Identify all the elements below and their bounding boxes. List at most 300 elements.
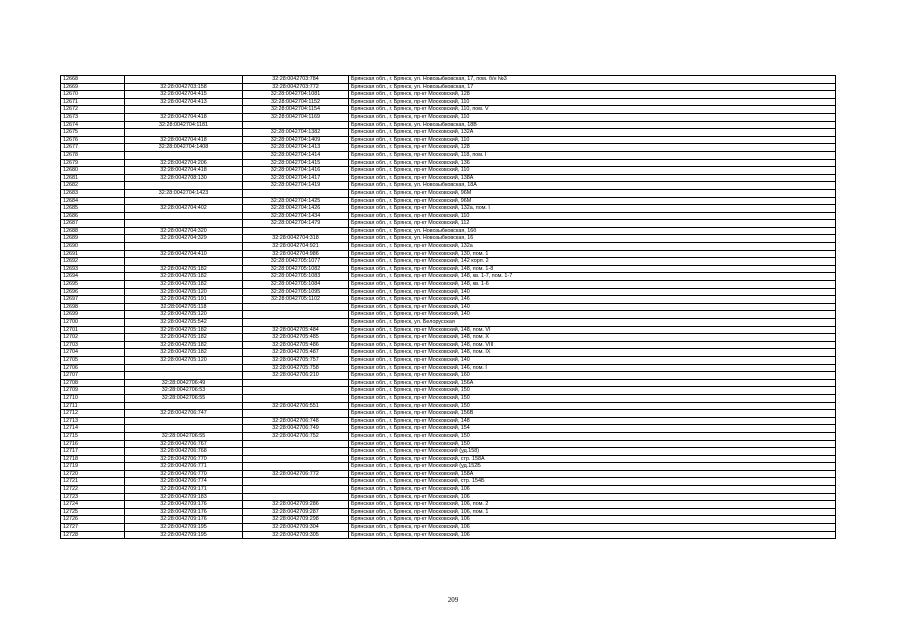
row-number-cell: 12708 xyxy=(61,379,125,387)
land-plot-cadastral-number-cell: 32:28:0042704:413 xyxy=(125,98,243,106)
address-cell: Брянская обл., г. Брянск, пр-кт Московский, 112 xyxy=(349,220,836,228)
row-number-cell: 12694 xyxy=(61,273,125,281)
table-row xyxy=(61,478,836,486)
address-cell: Брянская обл., г. Брянск, пр-кт Московский, 150 xyxy=(349,440,836,448)
table-row xyxy=(61,440,836,448)
building-cadastral-number-cell xyxy=(243,448,349,456)
table-row xyxy=(61,425,836,433)
land-plot-cadastral-number-cell: 32:28:0042708:130 xyxy=(125,174,243,182)
address-cell: Брянская обл., г. Брянск, пр-кт Московский, 132а, пом. I xyxy=(349,205,836,213)
address-cell: Брянская обл., г. Брянск, пр-кт Московский, 106 xyxy=(349,486,836,494)
table-row xyxy=(61,303,836,311)
row-number-cell: 12678 xyxy=(61,151,125,159)
land-plot-cadastral-number-cell xyxy=(125,129,243,137)
table-row xyxy=(61,334,836,342)
table-row xyxy=(61,106,836,114)
table-row xyxy=(61,189,836,197)
building-cadastral-number-cell xyxy=(243,440,349,448)
table-row xyxy=(61,508,836,516)
land-plot-cadastral-number-cell xyxy=(125,243,243,251)
row-number-cell: 12671 xyxy=(61,98,125,106)
land-plot-cadastral-number-cell: 32:28:0042705:120 xyxy=(125,288,243,296)
address-cell: Брянская обл., г. Брянск, пр-кт Московский, 106, пом. 1 xyxy=(349,508,836,516)
building-cadastral-number-cell xyxy=(243,478,349,486)
row-number-cell: 12687 xyxy=(61,220,125,228)
building-cadastral-number-cell: 32:28:0042705:487 xyxy=(243,349,349,357)
address-cell: Брянская обл., г. Брянск, пр-кт Московский, 140 xyxy=(349,356,836,364)
building-cadastral-number-cell: 32:28:0042709:305 xyxy=(243,531,349,539)
address-cell: Брянская обл., г. Брянск, пр-кт Московский, 156А xyxy=(349,379,836,387)
land-plot-cadastral-number-cell: 32:28:0042705:182 xyxy=(125,265,243,273)
address-cell: Брянская обл., г. Брянск, пр-кт Московский, 110 xyxy=(349,212,836,220)
row-number-cell: 12699 xyxy=(61,311,125,319)
row-number-cell: 12723 xyxy=(61,493,125,501)
building-cadastral-number-cell: 32:28:0042705:1083 xyxy=(243,273,349,281)
land-plot-cadastral-number-cell: 32:28:0042704:418 xyxy=(125,167,243,175)
land-plot-cadastral-number-cell: 32:28:0042703:158 xyxy=(125,83,243,91)
building-cadastral-number-cell: 32:28:0042704:921 xyxy=(243,243,349,251)
address-cell: Брянская обл., г. Брянск, пр-кт Московский, 106 xyxy=(349,531,836,539)
table-row xyxy=(61,113,836,121)
building-cadastral-number-cell: 32:28:0042704:1413 xyxy=(243,144,349,152)
table-row xyxy=(61,463,836,471)
address-cell: Брянская обл., г. Брянск, пр-кт Московский, 158А xyxy=(349,470,836,478)
table-row xyxy=(61,516,836,524)
land-plot-cadastral-number-cell: 32:28:0042709:176 xyxy=(125,501,243,509)
building-cadastral-number-cell: 32:28:0042705:1082 xyxy=(243,265,349,273)
table-row xyxy=(61,159,836,167)
address-cell: Брянская обл., г. Брянск, пр-кт Московский, 148, пом. 1-8 xyxy=(349,265,836,273)
row-number-cell: 12698 xyxy=(61,303,125,311)
land-plot-cadastral-number-cell: 32:28:0042706:770 xyxy=(125,470,243,478)
land-plot-cadastral-number-cell: 32:28:0042704:418 xyxy=(125,113,243,121)
table-row xyxy=(61,227,836,235)
address-cell: Брянская обл., г. Брянск, пр-кт Московский, 142 корп. 2 xyxy=(349,258,836,266)
table-row xyxy=(61,501,836,509)
address-cell: Брянская обл., г. Брянск, пр-кт Московский, стр. 158А xyxy=(349,455,836,463)
table-row xyxy=(61,83,836,91)
building-cadastral-number-cell: 32:28:0042709:287 xyxy=(243,508,349,516)
table-row xyxy=(61,470,836,478)
address-cell: Брянская обл., г. Брянск, ул. Новозыбковская, 17, пом. б/н №3 xyxy=(349,76,836,84)
building-cadastral-number-cell: 32:28:0042704:1434 xyxy=(243,212,349,220)
building-cadastral-number-cell: 32:28:0042705:1084 xyxy=(243,281,349,289)
address-cell: Брянская обл., г. Брянск, пр-кт Московский, 150 xyxy=(349,432,836,440)
building-cadastral-number-cell xyxy=(243,486,349,494)
row-number-cell: 12692 xyxy=(61,258,125,266)
address-cell: Брянская обл., г. Брянск, ул. Новозыбковская, 17 xyxy=(349,83,836,91)
building-cadastral-number-cell: 32:28:0042704:1415 xyxy=(243,159,349,167)
row-number-cell: 12715 xyxy=(61,432,125,440)
land-plot-cadastral-number-cell: 32:28:0042705:118 xyxy=(125,303,243,311)
row-number-cell: 12684 xyxy=(61,197,125,205)
land-plot-cadastral-number-cell: 32:28:0042706:768 xyxy=(125,448,243,456)
land-plot-cadastral-number-cell: 32:28:0042705:182 xyxy=(125,349,243,357)
row-number-cell: 12716 xyxy=(61,440,125,448)
address-cell: Брянская обл., г. Брянск, пр-кт Московский, 136 xyxy=(349,159,836,167)
table-row xyxy=(61,448,836,456)
address-cell: Брянская обл., г. Брянск, пр-кт Московский, 106 xyxy=(349,493,836,501)
table-row xyxy=(61,174,836,182)
building-cadastral-number-cell: 32:28:0042705:1102 xyxy=(243,296,349,304)
address-cell: Брянская обл., г. Брянск, пр-кт Московский (уд.152Б xyxy=(349,463,836,471)
land-plot-cadastral-number-cell: 32:28:0042704:415 xyxy=(125,91,243,99)
address-cell: Брянская обл., г. Брянск, пр-кт Московский, 148, кв. 1-6 xyxy=(349,281,836,289)
table-row xyxy=(61,402,836,410)
land-plot-cadastral-number-cell: 32:28:0042706:53 xyxy=(125,387,243,395)
address-cell: Брянская обл., г. Брянск, пр-кт Московский, стр. 154Б xyxy=(349,478,836,486)
land-plot-cadastral-number-cell: 32:28:0042706:774 xyxy=(125,478,243,486)
table-row xyxy=(61,182,836,190)
building-cadastral-number-cell xyxy=(243,189,349,197)
land-plot-cadastral-number-cell: 32:28:0042705:182 xyxy=(125,326,243,334)
building-cadastral-number-cell: 32:28:0042706:752 xyxy=(243,432,349,440)
row-number-cell: 12695 xyxy=(61,281,125,289)
row-number-cell: 12707 xyxy=(61,372,125,380)
land-plot-cadastral-number-cell: 32:28:0042704:418 xyxy=(125,136,243,144)
table-row xyxy=(61,212,836,220)
table-row xyxy=(61,326,836,334)
land-plot-cadastral-number-cell: 32:28:0042705:182 xyxy=(125,341,243,349)
row-number-cell: 12717 xyxy=(61,448,125,456)
building-cadastral-number-cell xyxy=(243,227,349,235)
table-row xyxy=(61,273,836,281)
land-plot-cadastral-number-cell: 32:28:0042704:1181 xyxy=(125,121,243,129)
building-cadastral-number-cell: 32:28:0042705:758 xyxy=(243,364,349,372)
building-cadastral-number-cell xyxy=(243,455,349,463)
table-row xyxy=(61,311,836,319)
row-number-cell: 12675 xyxy=(61,129,125,137)
building-cadastral-number-cell xyxy=(243,379,349,387)
address-cell: Брянская обл., г. Брянск, пр-кт Московский, 140 xyxy=(349,288,836,296)
building-cadastral-number-cell: 32:28:0042705:485 xyxy=(243,334,349,342)
row-number-cell: 12681 xyxy=(61,174,125,182)
building-cadastral-number-cell: 32:28:0042704:1425 xyxy=(243,197,349,205)
row-number-cell: 12705 xyxy=(61,356,125,364)
table-row xyxy=(61,265,836,273)
land-plot-cadastral-number-cell xyxy=(125,106,243,114)
table-row xyxy=(61,205,836,213)
land-plot-cadastral-number-cell xyxy=(125,151,243,159)
land-plot-cadastral-number-cell: 32:28:0042706:55 xyxy=(125,432,243,440)
land-plot-cadastral-number-cell: 32:28:0042705:120 xyxy=(125,311,243,319)
row-number-cell: 12683 xyxy=(61,189,125,197)
table-row xyxy=(61,235,836,243)
address-cell: Брянская обл., г. Брянск, ул. Новозыбковская, 16б xyxy=(349,227,836,235)
building-cadastral-number-cell: 32:28:0042705:757 xyxy=(243,356,349,364)
land-plot-cadastral-number-cell: 32:28:0042704:1408 xyxy=(125,144,243,152)
building-cadastral-number-cell: 32:28:0042705:1095 xyxy=(243,288,349,296)
land-plot-cadastral-number-cell: 32:28:0042704:206 xyxy=(125,159,243,167)
building-cadastral-number-cell: 32:28:0042706:749 xyxy=(243,425,349,433)
building-cadastral-number-cell: 32:28:0042704:1426 xyxy=(243,205,349,213)
address-cell: Брянская обл., г. Брянск, пр-кт Московский, 106, пом. 2 xyxy=(349,501,836,509)
address-cell: Брянская обл., г. Брянск, ул. Новозыбковская, 18А xyxy=(349,182,836,190)
registry-table-body xyxy=(61,76,836,539)
land-plot-cadastral-number-cell xyxy=(125,417,243,425)
building-cadastral-number-cell xyxy=(243,319,349,327)
address-cell: Брянская обл., г. Брянск, пр-кт Московский, 148, пом. IX xyxy=(349,349,836,357)
building-cadastral-number-cell: 32:28:0042704:318 xyxy=(243,235,349,243)
land-plot-cadastral-number-cell: 32:28:0042706:771 xyxy=(125,463,243,471)
table-row xyxy=(61,524,836,532)
row-number-cell: 12706 xyxy=(61,364,125,372)
table-row xyxy=(61,243,836,251)
row-number-cell: 12711 xyxy=(61,402,125,410)
land-plot-cadastral-number-cell: 32:28:0042706:747 xyxy=(125,410,243,418)
row-number-cell: 12725 xyxy=(61,508,125,516)
building-cadastral-number-cell: 32:28:0042704:1417 xyxy=(243,174,349,182)
row-number-cell: 12677 xyxy=(61,144,125,152)
table-row xyxy=(61,379,836,387)
land-plot-cadastral-number-cell: 32:28:0042709:171 xyxy=(125,486,243,494)
table-row xyxy=(61,98,836,106)
row-number-cell: 12712 xyxy=(61,410,125,418)
row-number-cell: 12679 xyxy=(61,159,125,167)
address-cell: Брянская обл., г. Брянск, пр-кт Московский, 148, пом. VIII xyxy=(349,341,836,349)
building-cadastral-number-cell xyxy=(243,303,349,311)
building-cadastral-number-cell xyxy=(243,311,349,319)
address-cell: Брянская обл., г. Брянск, пр-кт Московский, 150 xyxy=(349,387,836,395)
table-row xyxy=(61,220,836,228)
address-cell: Брянская обл., г. Брянск, пр-кт Московский, 156В xyxy=(349,410,836,418)
building-cadastral-number-cell: 32:28:0042709:298 xyxy=(243,516,349,524)
building-cadastral-number-cell: 32:28:0042704:1169 xyxy=(243,113,349,121)
address-cell: Брянская обл., г. Брянск, пр-кт Московский, 146 xyxy=(349,296,836,304)
address-cell: Брянская обл., г. Брянск, пр-кт Московский, 128 xyxy=(349,144,836,152)
land-plot-cadastral-number-cell xyxy=(125,258,243,266)
land-plot-cadastral-number-cell xyxy=(125,76,243,84)
row-number-cell: 12672 xyxy=(61,106,125,114)
land-plot-cadastral-number-cell xyxy=(125,364,243,372)
land-plot-cadastral-number-cell: 32:28:0042706:55 xyxy=(125,394,243,402)
table-row xyxy=(61,455,836,463)
address-cell: Брянская обл., г. Брянск, пр-кт Московский, 148 xyxy=(349,417,836,425)
address-cell: Брянская обл., г. Брянск, пр-кт Московский, 148, пом. X xyxy=(349,334,836,342)
land-plot-cadastral-number-cell: 32:28:0042705:191 xyxy=(125,296,243,304)
address-cell: Брянская обл., г. Брянск, ул. Новозыбковская, 16 xyxy=(349,235,836,243)
table-row xyxy=(61,387,836,395)
address-cell: Брянская обл., г. Брянск, пр-кт Московский, 148, кв. 1-7, пом. 1-7 xyxy=(349,273,836,281)
table-row xyxy=(61,121,836,129)
row-number-cell: 12718 xyxy=(61,455,125,463)
land-plot-cadastral-number-cell xyxy=(125,182,243,190)
address-cell: Брянская обл., г. Брянск, пр-кт Московский, 110 xyxy=(349,98,836,106)
land-plot-cadastral-number-cell: 32:28:0042704:329 xyxy=(125,235,243,243)
row-number-cell: 12685 xyxy=(61,205,125,213)
address-cell: Брянская обл., г. Брянск, ул. Белорусская xyxy=(349,319,836,327)
row-number-cell: 12726 xyxy=(61,516,125,524)
table-row xyxy=(61,129,836,137)
table-row xyxy=(61,394,836,402)
table-row xyxy=(61,531,836,539)
address-cell: Брянская обл., г. Брянск, пр-кт Московский, 96М xyxy=(349,189,836,197)
table-row xyxy=(61,151,836,159)
table-row xyxy=(61,258,836,266)
table-row xyxy=(61,410,836,418)
table-row xyxy=(61,349,836,357)
row-number-cell: 12696 xyxy=(61,288,125,296)
row-number-cell: 12688 xyxy=(61,227,125,235)
table-row xyxy=(61,288,836,296)
row-number-cell: 12701 xyxy=(61,326,125,334)
land-plot-cadastral-number-cell xyxy=(125,220,243,228)
row-number-cell: 12714 xyxy=(61,425,125,433)
row-number-cell: 12676 xyxy=(61,136,125,144)
land-plot-cadastral-number-cell: 32:28:0042704:410 xyxy=(125,250,243,258)
building-cadastral-number-cell: 32:28:0042705:484 xyxy=(243,326,349,334)
table-row xyxy=(61,417,836,425)
building-cadastral-number-cell: 32:28:0042704:1409 xyxy=(243,136,349,144)
page-number: 209 xyxy=(447,596,459,604)
land-plot-cadastral-number-cell xyxy=(125,197,243,205)
building-cadastral-number-cell xyxy=(243,121,349,129)
address-cell: Брянская обл., г. Брянск, пр-кт Московский, 138А xyxy=(349,174,836,182)
table-row xyxy=(61,76,836,84)
building-cadastral-number-cell: 32:28:0042704:1154 xyxy=(243,106,349,114)
land-plot-cadastral-number-cell xyxy=(125,372,243,380)
address-cell: Брянская обл., г. Брянск, пр-кт Московский, 110 xyxy=(349,167,836,175)
table-row xyxy=(61,281,836,289)
building-cadastral-number-cell: 32:28:0042709:304 xyxy=(243,524,349,532)
table-row xyxy=(61,144,836,152)
row-number-cell: 12724 xyxy=(61,501,125,509)
building-cadastral-number-cell: 32:28:0042704:1414 xyxy=(243,151,349,159)
row-number-cell: 12722 xyxy=(61,486,125,494)
table-row xyxy=(61,356,836,364)
building-cadastral-number-cell: 32:28:0042703:772 xyxy=(243,83,349,91)
row-number-cell: 12710 xyxy=(61,394,125,402)
land-plot-cadastral-number-cell: 32:28:0042709:195 xyxy=(125,531,243,539)
address-cell: Брянская обл., г. Брянск, пр-кт Московский, 140 xyxy=(349,311,836,319)
address-cell: Брянская обл., г. Брянск, пр-кт Московский, 150 xyxy=(349,402,836,410)
address-cell: Брянская обл., г. Брянск, пр-кт Московский, 154 xyxy=(349,425,836,433)
address-cell: Брянская обл., г. Брянск, пр-кт Московский, 132А xyxy=(349,129,836,137)
land-plot-cadastral-number-cell: 32:28:0042705:542 xyxy=(125,319,243,327)
land-plot-cadastral-number-cell xyxy=(125,212,243,220)
address-cell: Брянская обл., г. Брянск, пр-кт Московский (уд.158) xyxy=(349,448,836,456)
land-plot-cadastral-number-cell: 32:28:0042705:182 xyxy=(125,273,243,281)
table-row xyxy=(61,167,836,175)
land-plot-cadastral-number-cell: 32:28:0042705:182 xyxy=(125,281,243,289)
row-number-cell: 12728 xyxy=(61,531,125,539)
land-plot-cadastral-number-cell: 32:28:0042709:195 xyxy=(125,524,243,532)
row-number-cell: 12691 xyxy=(61,250,125,258)
row-number-cell: 12686 xyxy=(61,212,125,220)
table-row xyxy=(61,136,836,144)
row-number-cell: 12682 xyxy=(61,182,125,190)
table-row xyxy=(61,250,836,258)
building-cadastral-number-cell: 32:28:0042704:1419 xyxy=(243,182,349,190)
address-cell: Брянская обл., г. Брянск, пр-кт Московский, 150 xyxy=(349,394,836,402)
building-cadastral-number-cell: 32:28:0042706:551 xyxy=(243,402,349,410)
table-row xyxy=(61,486,836,494)
table-row xyxy=(61,364,836,372)
building-cadastral-number-cell: 32:28:0042704:1081 xyxy=(243,91,349,99)
land-plot-cadastral-number-cell: 32:28:0042706:767 xyxy=(125,440,243,448)
row-number-cell: 12673 xyxy=(61,113,125,121)
building-cadastral-number-cell: 32:28:0042705:486 xyxy=(243,341,349,349)
land-plot-cadastral-number-cell: 32:28:0042705:120 xyxy=(125,356,243,364)
building-cadastral-number-cell: 32:28:0042704:1382 xyxy=(243,129,349,137)
address-cell: Брянская обл., г. Брянск, пр-кт Московский, 146, пом. I xyxy=(349,364,836,372)
row-number-cell: 12668 xyxy=(61,76,125,84)
land-plot-cadastral-number-cell: 32:28:0042709:183 xyxy=(125,493,243,501)
land-plot-cadastral-number-cell: 32:28:0042706:770 xyxy=(125,455,243,463)
registry-table xyxy=(60,75,836,539)
address-cell: Брянская обл., г. Брянск, пр-кт Московский, 106 xyxy=(349,516,836,524)
building-cadastral-number-cell: 32:28:0042706:772 xyxy=(243,470,349,478)
address-cell: Брянская обл., г. Брянск, пр-кт Московский, 118, пом. I xyxy=(349,151,836,159)
table-row xyxy=(61,372,836,380)
building-cadastral-number-cell xyxy=(243,493,349,501)
row-number-cell: 12721 xyxy=(61,478,125,486)
land-plot-cadastral-number-cell: 32:28:0042705:182 xyxy=(125,334,243,342)
building-cadastral-number-cell: 32:28:0042704:1479 xyxy=(243,220,349,228)
address-cell: Брянская обл., г. Брянск, пр-кт Московский, 128 xyxy=(349,91,836,99)
land-plot-cadastral-number-cell: 32:28:0042709:176 xyxy=(125,508,243,516)
building-cadastral-number-cell: 32:28:0042706:210 xyxy=(243,372,349,380)
row-number-cell: 12697 xyxy=(61,296,125,304)
building-cadastral-number-cell: 32:28:0042709:286 xyxy=(243,501,349,509)
table-row xyxy=(61,197,836,205)
row-number-cell: 12670 xyxy=(61,91,125,99)
building-cadastral-number-cell xyxy=(243,394,349,402)
land-plot-cadastral-number-cell xyxy=(125,402,243,410)
building-cadastral-number-cell xyxy=(243,463,349,471)
land-plot-cadastral-number-cell xyxy=(125,425,243,433)
table-row xyxy=(61,91,836,99)
address-cell: Брянская обл., г. Брянск, ул. Новозыбковская, 18В xyxy=(349,121,836,129)
building-cadastral-number-cell: 32:28:0042706:748 xyxy=(243,417,349,425)
building-cadastral-number-cell xyxy=(243,410,349,418)
row-number-cell: 12720 xyxy=(61,470,125,478)
table-row xyxy=(61,319,836,327)
row-number-cell: 12709 xyxy=(61,387,125,395)
address-cell: Брянская обл., г. Брянск, пр-кт Московский, 110, пом. V xyxy=(349,106,836,114)
building-cadastral-number-cell: 32:28:0042704:1416 xyxy=(243,167,349,175)
row-number-cell: 12719 xyxy=(61,463,125,471)
address-cell: Брянская обл., г. Брянск, пр-кт Московский, 96М xyxy=(349,197,836,205)
land-plot-cadastral-number-cell: 32:28:0042706:49 xyxy=(125,379,243,387)
land-plot-cadastral-number-cell: 32:28:0042704:402 xyxy=(125,205,243,213)
land-plot-cadastral-number-cell: 32:28:0042704:1423 xyxy=(125,189,243,197)
row-number-cell: 12703 xyxy=(61,341,125,349)
building-cadastral-number-cell xyxy=(243,387,349,395)
row-number-cell: 12702 xyxy=(61,334,125,342)
address-cell: Брянская обл., г. Брянск, пр-кт Московский, 130, пом. 1 xyxy=(349,250,836,258)
row-number-cell: 12713 xyxy=(61,417,125,425)
building-cadastral-number-cell: 32:28:0042705:1077 xyxy=(243,258,349,266)
row-number-cell: 12680 xyxy=(61,167,125,175)
table-row xyxy=(61,493,836,501)
table-row xyxy=(61,296,836,304)
building-cadastral-number-cell: 32:28:0042703:784 xyxy=(243,76,349,84)
building-cadastral-number-cell: 32:28:0042704:1152 xyxy=(243,98,349,106)
address-cell: Брянская обл., г. Брянск, пр-кт Московский, 148, пом. VI xyxy=(349,326,836,334)
land-plot-cadastral-number-cell: 32:28:0042709:176 xyxy=(125,516,243,524)
address-cell: Брянская обл., г. Брянск, пр-кт Московский, 106 xyxy=(349,524,836,532)
address-cell: Брянская обл., г. Брянск, пр-кт Московский, 140 xyxy=(349,303,836,311)
row-number-cell: 12727 xyxy=(61,524,125,532)
address-cell: Брянская обл., г. Брянск, пр-кт Московский, 160 xyxy=(349,372,836,380)
row-number-cell: 12669 xyxy=(61,83,125,91)
building-cadastral-number-cell: 32:28:0042704:986 xyxy=(243,250,349,258)
address-cell: Брянская обл., г. Брянск, пр-кт Московский, 110 xyxy=(349,136,836,144)
row-number-cell: 12690 xyxy=(61,243,125,251)
row-number-cell: 12689 xyxy=(61,235,125,243)
table-row xyxy=(61,341,836,349)
